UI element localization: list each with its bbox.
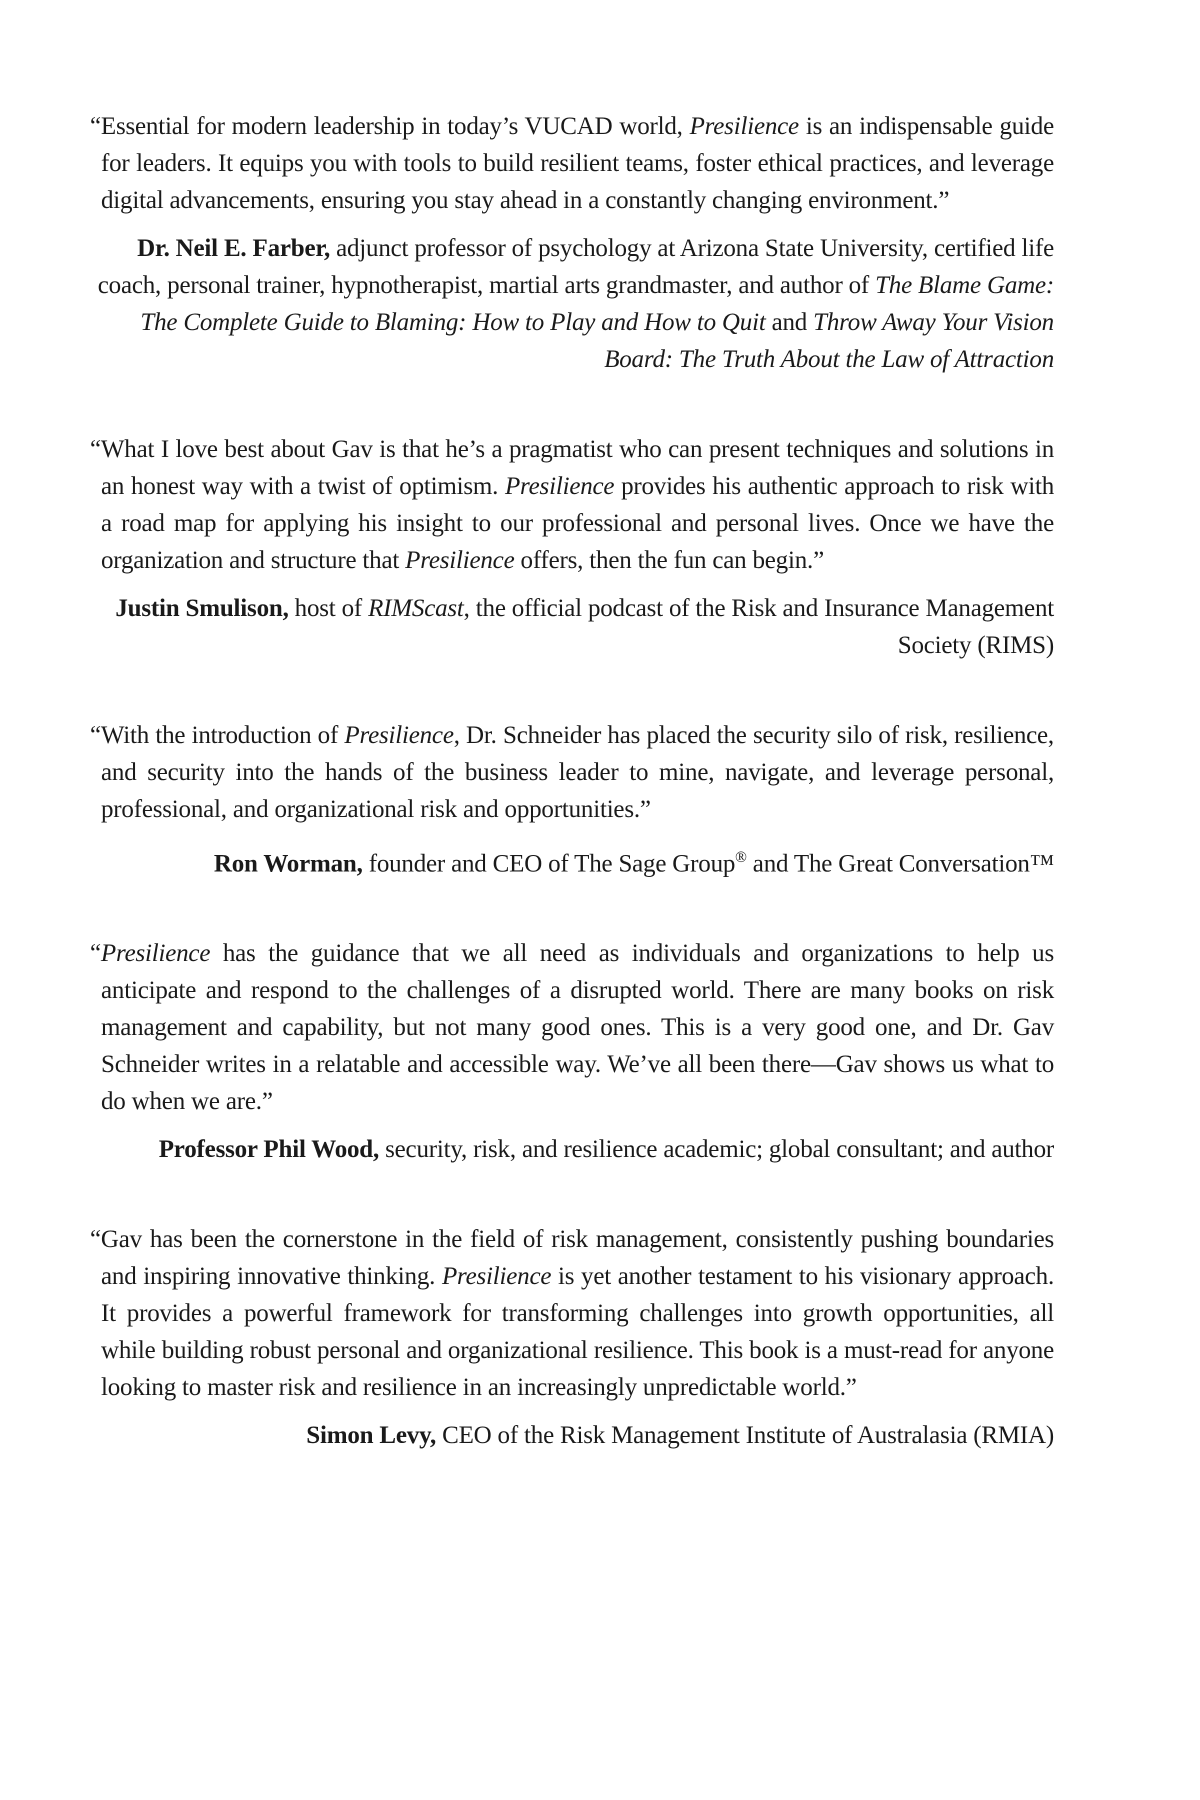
text-segment: “ (90, 940, 101, 968)
attribution-text (90, 1417, 1054, 1454)
quote-text (90, 108, 1054, 219)
attribution-text (90, 1131, 1054, 1168)
attribution-text (90, 839, 1054, 882)
text-segment: security, risk, and resilience academic; global consultant; and author (379, 1136, 1054, 1164)
endorsement-wood (90, 935, 1054, 1168)
text-segment: CEO of the Risk Management Institute of Australasia (RMIA) (436, 1422, 1054, 1450)
text-segment: Presilience (504, 473, 615, 500)
attribution-text (90, 590, 1054, 664)
text-segment: provides his authentic approach to risk with a road map for applying his insight to our professional and personal lives. Once we have the organization and structure that (101, 473, 1055, 574)
text-segment: “Essential for modern leadership in today’s VUCAD world, (90, 113, 690, 140)
text-segment: Professor Phil Wood, (158, 1136, 380, 1164)
text-segment: Presilience (689, 113, 799, 140)
text-segment: founder and CEO of The Sage Group (362, 850, 736, 878)
text-segment: Ron Worman, (213, 850, 363, 878)
text-segment: Throw Away Your Vision Board: The Truth About the Law of Attraction (604, 309, 1054, 373)
endorsement-worman (90, 717, 1054, 882)
text-segment: Simon Levy, (306, 1422, 437, 1450)
text-segment: is yet another testament to his visionary approach. It provides a powerful framework for transforming challenges into growth opportunities, all while building robust personal and organizational resilience. This book is a must-read for anyone looking to master risk and resilience in an increasingly unpredictable world.” (101, 1263, 1055, 1402)
text-segment: RIMScast (368, 595, 464, 622)
endorsement-levy (90, 1221, 1054, 1454)
endorsement-smulison (90, 431, 1054, 664)
text-segment: is an indispensable guide for leaders. It equips you with tools to build resilient teams, foster ethical practices, and leverage digital advancements, ensuring you stay ahead in a constantly changing environment.” (101, 113, 1054, 214)
quote-text (90, 1221, 1054, 1406)
text-segment: Presilience (100, 940, 211, 968)
text-segment: “Gav has been the cornerstone in the field of risk management, consistently pushing boundaries and inspiring innovative thinking. (90, 1226, 1054, 1291)
endorsement-farber (90, 108, 1054, 378)
text-segment: , the official podcast of the Risk and Insurance Management Society (RIMS) (463, 595, 1054, 659)
text-segment: “What I love best about Gav is that he’s a pragmatist who can present techniques and solutions in an honest way with a twist of optimism. (90, 436, 1054, 500)
text-segment: offers, then the fun can begin.” (514, 547, 824, 574)
quote-text (90, 431, 1054, 579)
attribution-text (90, 230, 1054, 378)
text-segment: “With the introduction of (90, 722, 345, 749)
text-segment: Presilience (441, 1263, 552, 1291)
text-segment: and (765, 309, 814, 336)
text-segment: host of (288, 595, 369, 622)
text-segment: Dr. Neil E. Farber, (137, 235, 331, 262)
text-segment: and The Great Conversation™ (746, 850, 1054, 878)
text-segment: Presilience (344, 722, 454, 749)
text-segment: ® (735, 849, 747, 866)
text-segment: , Dr. Schneider has placed the security silo of risk, resilience, and security into the hands of the business leader to mine, navigate, and leverage personal, professional, and organizational risk and opportunities.” (101, 722, 1054, 823)
text-segment: Justin Smulison, (115, 595, 289, 622)
quote-text (90, 935, 1054, 1120)
text-segment: has the guidance that we all need as individuals and organizations to help us anticipate and respond to the challenges of a disrupted world. There are many books on risk management and capability, but not many good ones. This is a very good one, and Dr. Gav Schneider writes in a relatable and accessible way. We’ve all been there—Gav shows us what to do when we are.” (101, 940, 1054, 1116)
text-segment: adjunct professor of psychology at Arizona State University, certified life coach, personal trainer, hypnotherapist, martial arts grandmaster, and author of (97, 235, 1054, 299)
text-segment: The Blame Game: The Complete Guide to Blaming: How to Play and How to Quit (140, 272, 1054, 336)
quote-text (90, 717, 1054, 828)
text-segment: Presilience (405, 547, 515, 574)
